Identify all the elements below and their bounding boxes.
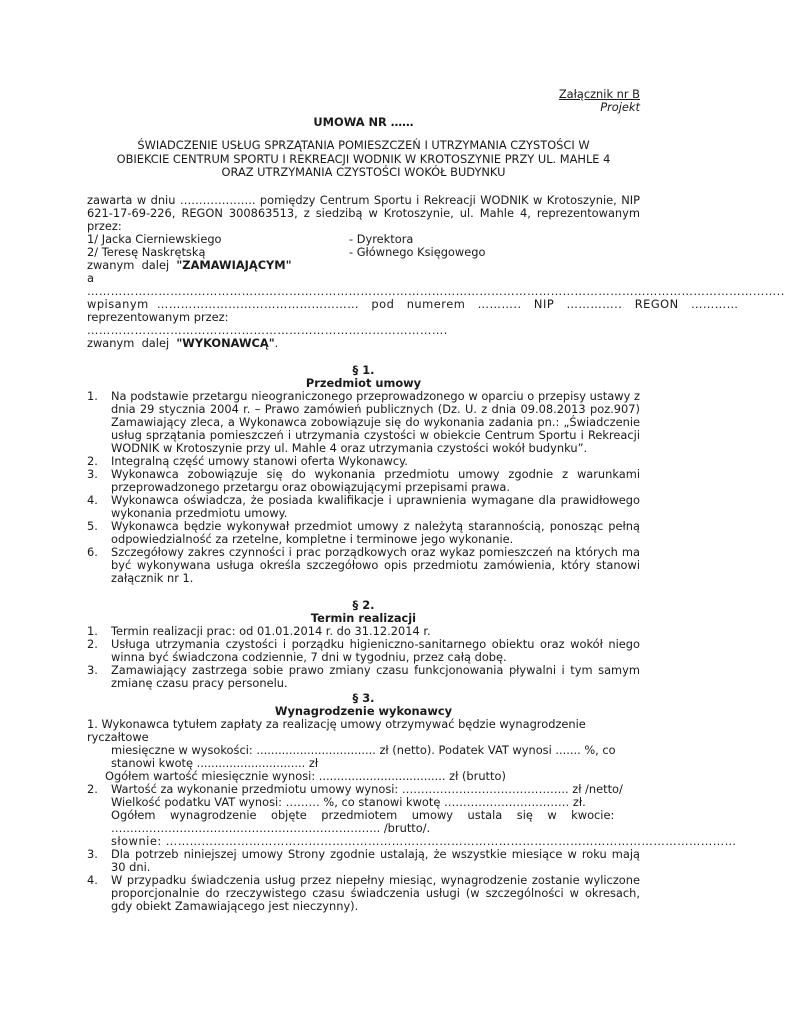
list-item: 3. Zamawiający zastrzega sobie prawo zmiany czasu funkcjonowania pływalni i tym samym zmianę czasu pracy personelu. bbox=[87, 662, 640, 690]
section-2-number: § 2. bbox=[352, 597, 375, 612]
client-designation: zwanym dalej "ZAMAWIAJĄCYM" bbox=[87, 257, 292, 272]
list-item: 1. Na podstawie przetargu nieograniczonego przeprowadzonego w oparciu o przepisy ustawy z dnia 29 stycznia 2004 r. – Prawo zamówień publicznych (Dz. U. z dnia 09.08.2013 poz.907) Zamawiający zleca, a Wykonawca zobowiązuje się do wykonania zadania pn.: „Świadczenie usług sprzątania pomieszczeń i utrzymania czystości w obiekcie Centrum Sportu i Rekreacji WODNIK w Krotoszynie przy ul. Mahle 4 oraz utrzymania czystości wokół budynku”. bbox=[87, 388, 640, 455]
section-3-number: § 3. bbox=[352, 690, 375, 705]
contractor-registration: wpisanym …………………………………………… pod numerem ……….. NIP ………….. REGON ………… bbox=[87, 296, 739, 311]
represented-by: reprezentowanym przez: bbox=[87, 309, 229, 324]
contract-title bbox=[87, 139, 640, 180]
contractor-name-blank: ………………………………………………………………………………………………………………………………………………………….. bbox=[87, 283, 785, 298]
list-item: 2. Integralną część umowy stanowi oferta Wykonawcy. bbox=[87, 453, 408, 468]
list-item: 3. Wykonawca zobowiązuje się do wykonania przedmiotu umowy zgodnie z warunkami przeprowadzonego przetargu oraz obowiązującymi przepisami prawa. bbox=[87, 466, 640, 494]
list-item: 6. Szczegółowy zakres czynności i prac porządkowych oraz wykaz pomieszczeń na których ma być wykonywana usługa określa szczegółowo opis przedmiotu zamówienia, który stanowi załącznik nr 1. bbox=[87, 544, 640, 585]
parties-intro: zawarta w dniu ……………….. pomiędzy Centrum Sportu i Rekreacji WODNIK w Krotoszynie, NIP 621-17-69-226, REGON 300863513, z siedzibą w Krotoszynie, ul. Mahle 4, reprezentowanym przez: bbox=[87, 192, 640, 233]
title-line-3: ORAZ UTRZYMANIA CZYSTOŚCI WOKÓŁ BUDYNKU bbox=[221, 165, 506, 179]
section-2-list bbox=[87, 625, 640, 690]
list-item: 3. Dla potrzeb niniejszej umowy Strony zgodnie ustalają, że wszystkie miesiące w roku mają 30 dni. bbox=[87, 846, 640, 874]
representative-1: 1/ Jacka Cierniewskiego - Dyrektora bbox=[87, 231, 414, 246]
section-1-number: § 1. bbox=[352, 362, 375, 377]
list-item: 5. Wykonawca będzie wykonywał przedmiot umowy z należytą starannością, ponosząc pełną odpowiedzialność za rzetelne, kompletne i terminowe jego wykonanie. bbox=[87, 518, 640, 546]
representative-blank: ………………………………………………………………………………. bbox=[87, 322, 448, 337]
section-1-title: Przedmiot umowy bbox=[305, 375, 422, 390]
contractor-designation: zwanym dalej "WYKONAWCĄ". bbox=[87, 335, 279, 350]
contract-number: UMOWA NR …… bbox=[313, 115, 414, 129]
title-line-1: ŚWIADCZENIE USŁUG SPRZĄTANIA POMIESZCZEŃ I UTRZYMANIA CZYSTOŚCI W bbox=[137, 138, 590, 152]
section-3-title: Wynagrodzenie wykonawcy bbox=[274, 703, 453, 718]
title-line-2: OBIEKCIE CENTRUM SPORTU I REKREACJI WODNIK W KROTOSZYNIE PRZY UL. MAHLE 4 bbox=[116, 151, 611, 166]
list-item: 1. Termin realizacji prac: od 01.01.2014 r. do 31.12.2014 r. bbox=[87, 623, 431, 638]
draft-label: Projekt bbox=[600, 100, 640, 114]
list-item: 4. W przypadku świadczenia usług przez niepełny miesiąc, wynagrodzenie zostanie wyliczone proporcjonalnie do rzeczywistego czasu świadczenia usługi (w szczególności w okresach, gdy obiekt Zamawiającego jest nieczynny). bbox=[87, 872, 640, 913]
list-item: 2. Usługa utrzymania czystości i porządku higieniczno-sanitarnego obiektu oraz wokół niego winna być świadczona codziennie, 7 dni w tygodniu, przez całą dobę. bbox=[87, 636, 640, 664]
section-2-title: Termin realizacji bbox=[310, 610, 417, 625]
list-item: 4. Wykonawca oświadcza, że posiada kwalifikacje i uprawnienia wymagane dla prawidłowego wykonania przedmiotu umowy. bbox=[87, 492, 640, 520]
attachment-label: Załącznik nr B bbox=[558, 87, 640, 101]
section-3-list bbox=[87, 716, 737, 913]
and-text: a bbox=[87, 270, 94, 285]
list-item: 2. Wartość za wykonanie przedmiotu umowy wynosi: …………………………………….. zł /netto/ Wielkość podatku VAT wynosi: ……… %, co stanowi kwotę …………………………… zł. Ogółem wynagrodzenie objęte przedmiotem umowy ustala się w kwocie: …………………………………………………………….. /brutto/. słownie: ……………………………………………………………………………………………………………………………… bbox=[87, 781, 737, 848]
list-item: 1. Wykonawca tytułem zapłaty za realizację umowy otrzymywać będzie wynagrodzenie ryczałtowe miesięczne w wysokości: ................................. zł (netto). Podatek VAT wynosi ....... %, co stanowi kwotę .............................. zł Ogółem wartość miesięcznie wynosi: ................................... zł (brutto) bbox=[87, 716, 616, 783]
section-1-list bbox=[87, 390, 640, 585]
contract-page bbox=[87, 87, 785, 913]
representative-2: 2/ Teresę Naskrętską - Głównego Księgowego bbox=[87, 244, 486, 259]
